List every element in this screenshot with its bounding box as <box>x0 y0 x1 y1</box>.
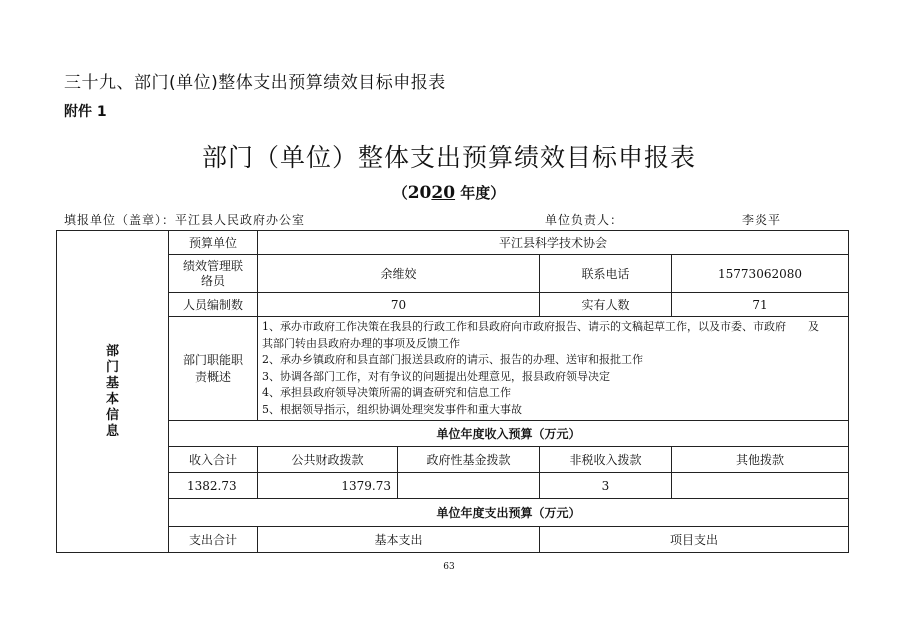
table-row <box>57 293 849 317</box>
duty-item: 5、根据领导指示，组织协调处理突发事件和重大事故 <box>262 402 522 416</box>
income-gov-fund <box>398 473 540 499</box>
income-header: 单位年度收入预算（万元） <box>169 421 849 447</box>
duty-item: 3、协调各部门工作，对有争议的问题提出处理意见，报县政府领导决定 <box>262 369 610 383</box>
responsible-name: 李炎平 <box>742 213 782 227</box>
duty-item: 2、承办乡镇政府和县直部门报送县政府的请示、报告的办理、送审和报批工作 <box>262 353 643 366</box>
year-suffix: 年度） <box>455 184 506 202</box>
income-total: 1382.73 <box>169 473 258 499</box>
staff-actual-value: 71 <box>672 293 849 317</box>
expense-col-header: 项目支出 <box>540 527 849 553</box>
budget-unit-label: 预算单位 <box>169 231 258 255</box>
table-row <box>57 231 849 255</box>
staff-quota-value: 70 <box>258 293 540 317</box>
expense-header: 单位年度支出预算（万元） <box>169 499 849 527</box>
section-title: 三十九、部门(单位)整体支出预算绩效目标申报表 <box>64 73 446 93</box>
page-title: 部门（单位）整体支出预算绩效目标申报表 <box>201 143 696 172</box>
basic-info-cell <box>57 231 169 553</box>
duty-item: 其部门转由县政府办理的事项及反馈工作 <box>262 336 460 350</box>
year-prefix: 20 <box>407 183 432 203</box>
expense-col-header: 基本支出 <box>258 527 540 553</box>
income-col-header: 收入合计 <box>169 447 258 473</box>
basic-info-label: 部门基本信息 <box>105 343 119 439</box>
table-row <box>57 421 849 447</box>
filling-unit-label: 填报单位（盖章）：平江县人民政府办公室 <box>64 213 306 227</box>
duties-text <box>258 317 849 421</box>
performance-form-table <box>56 230 849 553</box>
staff-quota-label: 人员编制数 <box>169 293 258 317</box>
contact-name: 余维姣 <box>258 255 540 293</box>
income-col-header: 其他拨款 <box>672 447 849 473</box>
table-row <box>57 447 849 473</box>
staff-actual-label: 实有人数 <box>540 293 672 317</box>
income-other <box>672 473 849 499</box>
attachment-label: 附件 1 <box>64 104 107 120</box>
duties-label: 部门职能职责概述 <box>169 317 258 421</box>
duty-item: 4、承担县政府领导决策所需的调查研究和信息工作 <box>262 386 511 399</box>
table-row <box>57 473 849 499</box>
income-non-tax: 3 <box>540 473 672 499</box>
year-open: （ <box>392 184 408 202</box>
phone-value: 15773062080 <box>672 255 849 293</box>
income-col-header: 非税收入拨款 <box>540 447 672 473</box>
income-col-header: 公共财政拨款 <box>258 447 398 473</box>
year-heading <box>0 182 898 203</box>
table-row <box>57 499 849 527</box>
income-public-finance: 1379.73 <box>258 473 398 499</box>
duty-item: 1、承办市政府工作决策在我县的行政工作和县政府向市政府报告、请示的文稿起草工作，以及市委、市政府 及 <box>262 320 819 333</box>
contact-label: 绩效管理联络员 <box>169 255 258 293</box>
table-row <box>57 527 849 553</box>
responsible-label: 单位负责人： <box>545 213 624 227</box>
phone-label: 联系电话 <box>540 255 672 293</box>
year-digits: 20 <box>431 183 456 203</box>
budget-unit-value: 平江县科学技术协会 <box>258 231 849 255</box>
table-row <box>57 255 849 293</box>
expense-col-header: 支出合计 <box>169 527 258 553</box>
page-number: 63 <box>443 562 455 572</box>
table-row <box>57 317 849 421</box>
income-col-header: 政府性基金拨款 <box>398 447 540 473</box>
